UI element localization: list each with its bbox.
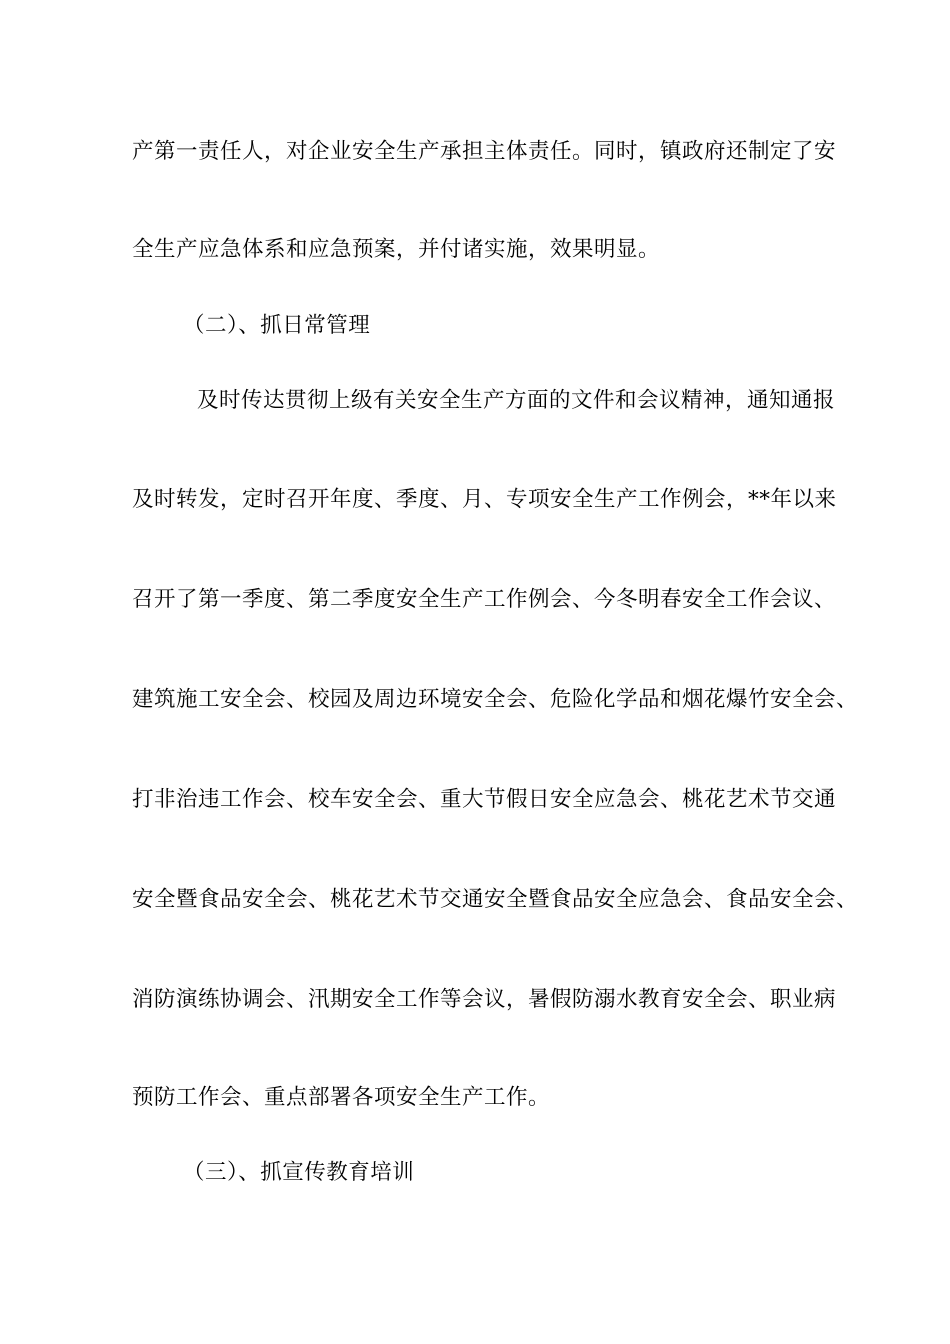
section-heading: （二）、抓日常管理 bbox=[183, 313, 371, 338]
paragraph-line: 及时传达贯彻上级有关安全生产方面的文件和会议精神，通知通报 bbox=[197, 388, 836, 413]
paragraph-line: 产第一责任人，对企业安全生产承担主体责任。同时，镇政府还制定了安 bbox=[132, 139, 837, 164]
paragraph-line: 消防演练协调会、汛期安全工作等会议，暑假防溺水教育安全会、职业病 bbox=[132, 987, 837, 1012]
paragraph-line: 召开了第一季度、第二季度安全生产工作例会、今冬明春安全工作会议、 bbox=[132, 587, 837, 612]
paragraph-line: 预防工作会、重点部署各项安全生产工作。 bbox=[132, 1085, 551, 1110]
paragraph-line: 打非治违工作会、校车安全会、重大节假日安全应急会、桃花艺术节交通 bbox=[132, 787, 837, 812]
paragraph-line: 全生产应急体系和应急预案，并付诸实施，效果明显。 bbox=[132, 237, 661, 262]
paragraph-line: 建筑施工安全会、校园及周边环境安全会、危险化学品和烟花爆竹安全会、 bbox=[132, 687, 859, 712]
paragraph-line: 安全暨食品安全会、桃花艺术节交通安全暨食品安全应急会、食品安全会、 bbox=[132, 887, 859, 912]
section-heading: （三）、抓宣传教育培训 bbox=[183, 1160, 415, 1185]
paragraph-line: 及时转发，定时召开年度、季度、月、专项安全生产工作例会，**年以来 bbox=[132, 487, 837, 512]
